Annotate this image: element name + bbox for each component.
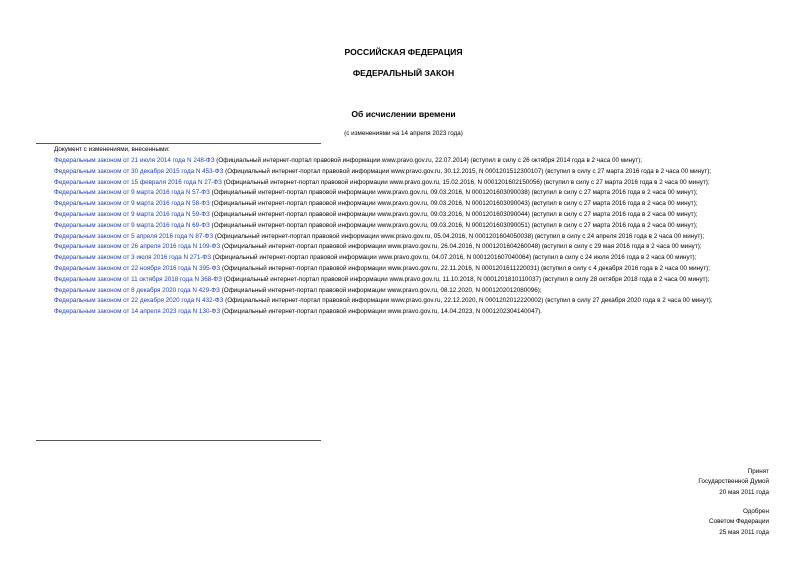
amendment-details: (Официальный интернет-портал правовой информации www.pravo.gov.ru, 26.04.2016, N 0001201604260048) (вступил в силу с 29 мая 2016 года в 2 часа 00 минут); bbox=[220, 243, 702, 251]
amendment-details: (Официальный интернет-портал правовой информации www.pravo.gov.ru, 22.12.2020, N 0001202012220002) (вступил в силу 27 декабря 2020 года в 2 часа 00 минут); bbox=[223, 297, 713, 305]
amendment-link[interactable]: Федеральным законом от 14 апреля 2023 года N 130-ФЗ bbox=[54, 308, 221, 316]
amendment-link[interactable]: Федеральным законом от 9 марта 2016 года N 59-ФЗ bbox=[54, 210, 210, 218]
amendment-link[interactable]: Федеральным законом от 9 марта 2016 года N 69-ФЗ bbox=[54, 221, 210, 229]
amendment-details: (Официальный интернет-портал правовой информации www.pravo.gov.ru, 15.02.2016, N 0001201602150056) (вступил в силу с 27 марта 2016 года в 2 часа 00 минут); bbox=[221, 178, 710, 186]
amendment-link[interactable]: Федеральным законом от 9 марта 2016 года N 57-ФЗ bbox=[54, 189, 210, 197]
amendment-details: (Официальный интернет-портал правовой информации www.pravo.gov.ru, 14.04.2023, N 0001202304140047). bbox=[220, 308, 542, 316]
approval-body: Советом Федерации bbox=[709, 518, 769, 526]
amendment-details: (Официальный интернет-портал правовой информации www.pravo.gov.ru, 05.04.2016, N 0001201604050038) (вступил в силу с 24 апреля 2016 года в 2 часа 00 минут); bbox=[213, 232, 705, 240]
amendment-details: (Официальный интернет-портал правовой информации www.pravo.gov.ru, 11.10.2018, N 0001201810110037) (вступил в силу 28 октября 2018 года в 2 часа 00 минут); bbox=[221, 275, 710, 283]
document-type-heading: ФЕДЕРАЛЬНЫЙ ЗАКОН bbox=[352, 68, 455, 78]
amendment-link[interactable]: Федеральным законом от 9 марта 2016 года N 58-ФЗ bbox=[54, 200, 210, 208]
approval-council-block bbox=[709, 507, 769, 538]
country-heading: РОССИЙСКАЯ ФЕДЕРАЦИЯ bbox=[344, 47, 463, 57]
amendment-link[interactable]: Федеральным законом от 22 ноября 2016 года N 395-ФЗ bbox=[54, 264, 221, 272]
amendment-item bbox=[36, 286, 769, 296]
amendment-link[interactable]: Федеральным законом от 15 февраля 2016 года N 27-ФЗ bbox=[54, 178, 222, 186]
amendment-details: (Официальный интернет-портал правовой информации www.pravo.gov.ru, 09.03.2016, N 0001201603090044) (вступил в силу с 27 марта 2016 года в 2 часа 00 минут); bbox=[209, 210, 698, 218]
amendment-link[interactable]: Федеральным законом от 21 июля 2014 года N 248-ФЗ bbox=[54, 157, 215, 164]
amendment-link[interactable]: Федеральным законом от 30 декабря 2015 года N 453-ФЗ bbox=[54, 167, 224, 175]
amendment-item bbox=[36, 296, 769, 306]
amendment-details: (Официальный интернет-портал правовой информации www.pravo.gov.ru, 08.12.2020, N 0001202012080096); bbox=[219, 286, 542, 294]
amendment-item bbox=[36, 210, 769, 220]
amendment-item bbox=[36, 253, 769, 263]
amendment-details: (Официальный интернет-портал правовой информации www.pravo.gov.ru, 30.12.2015, N 0001201512300107) (вступил в силу с 27 марта 2016 года в 2 часа 00 минут); bbox=[223, 167, 712, 175]
document-subtitle: (с изменениями на 14 апреля 2023 года) bbox=[344, 130, 463, 137]
amendment-link[interactable]: Федеральным законом от 26 апреля 2016 года N 109-ФЗ bbox=[54, 243, 221, 251]
amendment-link[interactable]: Федеральным законом от 22 декабря 2020 года N 432-ФЗ bbox=[54, 297, 224, 305]
amendment-link[interactable]: Федеральным законом от 5 апреля 2016 года N 87-ФЗ bbox=[54, 232, 214, 240]
amendment-item bbox=[36, 242, 769, 252]
document-title: Об исчислении времени bbox=[351, 109, 456, 119]
amendment-link[interactable]: Федеральным законом от 11 октября 2018 года N 368-ФЗ bbox=[54, 275, 222, 283]
amendments-intro: Документ с изменениями, внесенными: bbox=[54, 146, 170, 153]
adoption-date: 20 мая 2011 года bbox=[719, 488, 769, 496]
top-divider bbox=[36, 143, 321, 144]
amendment-item bbox=[36, 232, 769, 242]
amendment-item bbox=[36, 275, 769, 285]
amendment-link[interactable]: Федеральным законом от 8 декабря 2020 года N 429-ФЗ bbox=[54, 286, 220, 294]
amendment-item bbox=[36, 307, 769, 317]
amendment-item bbox=[36, 188, 769, 198]
amendment-details: (Официальный интернет-портал правовой информации www.pravo.gov.ru, 22.07.2014) (вступил в силу с 26 октября 2014 года в 2 часа 00 минут); bbox=[214, 157, 642, 164]
amendment-details: (Официальный интернет-портал правовой информации www.pravo.gov.ru, 09.03.2016, N 0001201603090038) (вступил в силу с 27 марта 2016 года в 2 часа 00 минут); bbox=[209, 189, 698, 197]
adoption-duma-block bbox=[698, 467, 769, 498]
adoption-body: Государственной Думой bbox=[698, 478, 769, 486]
amendment-details: (Официальный интернет-портал правовой информации www.pravo.gov.ru, 04.07.2016, N 0001201607040064) (вступил в силу с 24 июля 2016 года в 2 часа 00 минут); bbox=[211, 254, 697, 262]
amendment-item bbox=[36, 156, 769, 166]
approval-date: 25 мая 2011 года bbox=[719, 528, 769, 536]
amendment-item bbox=[36, 167, 769, 177]
amendment-item bbox=[36, 178, 769, 188]
amendment-details: (Официальный интернет-портал правовой информации www.pravo.gov.ru, 09.03.2016, N 0001201603090051) (вступил в силу с 27 марта 2016 года в 2 часа 00 минут); bbox=[209, 221, 698, 229]
amendments-list bbox=[36, 156, 769, 318]
amendment-details: (Официальный интернет-портал правовой информации www.pravo.gov.ru, 22.11.2016, N 0001201611220031) (вступил в силу с 4 декабря 2016 года в 2 часа 00 минут); bbox=[220, 264, 710, 272]
amendment-item bbox=[36, 199, 769, 209]
bottom-divider bbox=[36, 440, 321, 441]
approval-status: Одобрен bbox=[742, 508, 769, 515]
adoption-status: Принят bbox=[747, 468, 769, 475]
amendment-item bbox=[36, 264, 769, 274]
amendment-item bbox=[36, 221, 769, 231]
amendment-details: (Официальный интернет-портал правовой информации www.pravo.gov.ru, 09.03.2016, N 0001201603090043) (вступил в силу с 27 марта 2016 года в 2 часа 00 минут); bbox=[209, 200, 698, 208]
amendment-link[interactable]: Федеральным законом от 3 июля 2016 года N 271-ФЗ bbox=[54, 254, 212, 262]
